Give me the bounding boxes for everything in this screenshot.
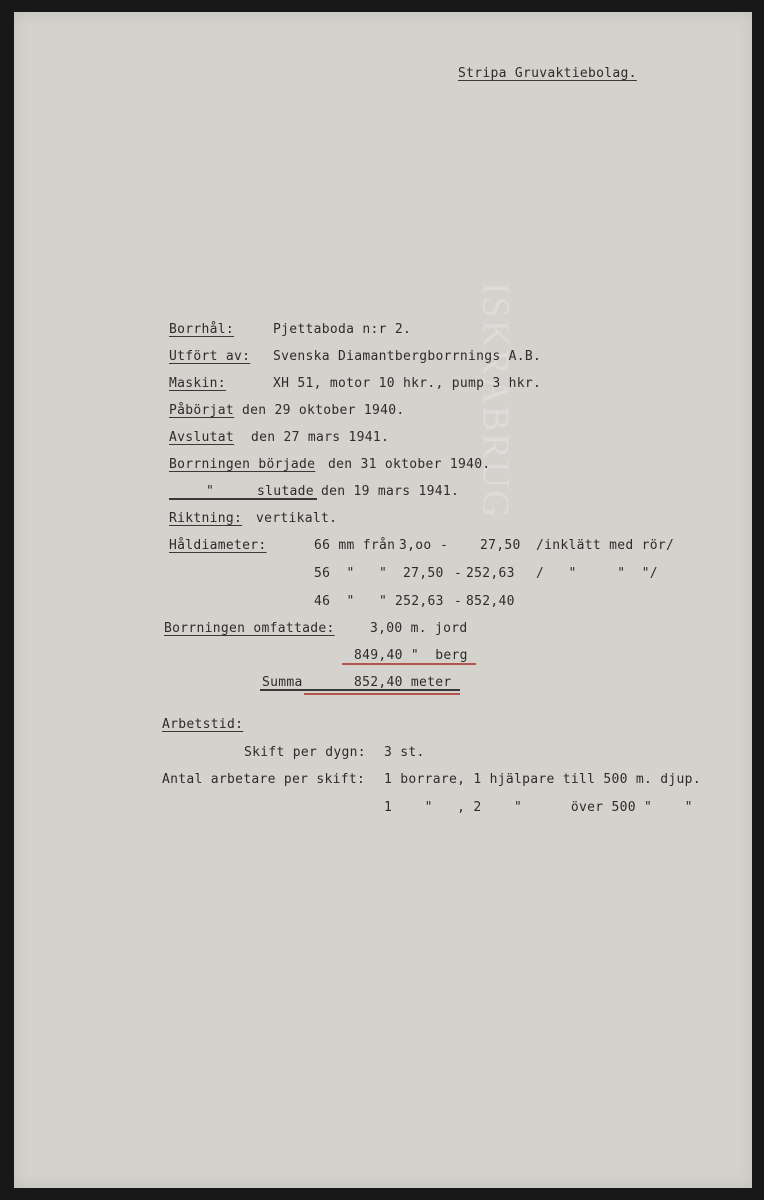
haldiameter-to: 852,40 — [466, 594, 515, 609]
slutade-value: den 19 mars 1941. — [321, 484, 460, 499]
omfattade-jord: 3,00 m. jord — [370, 621, 468, 636]
haldiameter-size: 56 " " — [314, 566, 388, 581]
avslutat-value: den 27 mars 1941. — [251, 430, 390, 445]
haldiameter-from: 27,50 — [403, 566, 444, 581]
riktning-value: vertikalt. — [256, 511, 338, 526]
haldiameter-note: /inklätt med rör/ — [536, 538, 675, 553]
utfort-value: Svenska Diamantbergborrnings A.B. — [273, 349, 542, 364]
skift-label: Skift per dygn: — [244, 745, 366, 760]
omfattade-berg: 849,40 " berg — [354, 648, 468, 663]
paborjat-label: Påbörjat — [169, 403, 235, 418]
avslutat-label: Avslutat — [169, 430, 235, 445]
haldiameter-to: 27,50 — [480, 538, 521, 553]
maskin-value: XH 51, motor 10 hkr., pump 3 hkr. — [273, 376, 542, 391]
borrningen-borjade-label: Borrningen började — [169, 457, 316, 472]
company-header: Stripa Gruvaktiebolag. — [458, 66, 637, 81]
borrningen-borjade-value: den 31 oktober 1940. — [328, 457, 491, 472]
haldiameter-label: Håldiameter: — [169, 538, 267, 553]
haldiameter-to: 252,63 — [466, 566, 515, 581]
watermark: ISKRABRUG — [474, 282, 517, 520]
borrhal-label: Borrhål: — [169, 322, 235, 337]
summa-red-underline — [304, 693, 460, 695]
borrhal-value: Pjettaboda n:r 2. — [273, 322, 412, 337]
maskin-label: Maskin: — [169, 376, 226, 391]
document-page: ISKRABRUG Stripa Gruvaktiebolag. Borrhål: Pjettaboda n:r 2. Utfört av: Svenska Diamantbergborrnings A.B. Maskin: XH 51, motor 10 hkr., pump 3 hkr. Påbörjat den 29 oktober 1940. Avslutat den 27 mars 1941. Borrningen började den 31 oktober 1940. " slutade den 19 mars 1941. Riktning: vertikalt. Håldiameter: 66 mm från 3,oo - 27,50 /inklätt med rör/ 56 " " 27,50 - 252,63 / " " "/ 46 " " 252,63 - 852,40 Borrningen omfattade: 3,00 m. jord 849,40 " berg Summa 852,40 meter Arbetstid: Skift per dygn: 3 st. Antal arbetare per skift: 1 borrare, 1 hjälpare till 500 m. djup. 1 " , 2 " över 500 " " — [14, 12, 752, 1188]
arbetstid-label: Arbetstid: — [162, 717, 244, 732]
summa-label: Summa — [262, 675, 303, 690]
summa-value: 852,40 meter — [354, 675, 452, 690]
haldiameter-size: 66 mm från — [314, 538, 396, 553]
utfort-label: Utfört av: — [169, 349, 251, 364]
haldiameter-size: 46 " " — [314, 594, 388, 609]
slutade-label: slutade — [257, 484, 314, 499]
berg-red-underline — [342, 663, 476, 665]
haldiameter-from: 3,oo — [399, 538, 432, 553]
skift-value: 3 st. — [384, 745, 425, 760]
riktning-label: Riktning: — [169, 511, 243, 526]
omfattade-label: Borrningen omfattade: — [164, 621, 335, 636]
antal-label: Antal arbetare per skift: — [162, 772, 366, 787]
haldiameter-from: 252,63 — [395, 594, 444, 609]
antal-row-1: 1 borrare, 1 hjälpare till 500 m. djup. — [384, 772, 701, 787]
antal-row-2: 1 " , 2 " över 500 " " — [384, 800, 693, 815]
ditto-mark: " — [206, 484, 215, 499]
haldiameter-note: / " " "/ — [536, 566, 658, 581]
paborjat-value: den 29 oktober 1940. — [242, 403, 405, 418]
